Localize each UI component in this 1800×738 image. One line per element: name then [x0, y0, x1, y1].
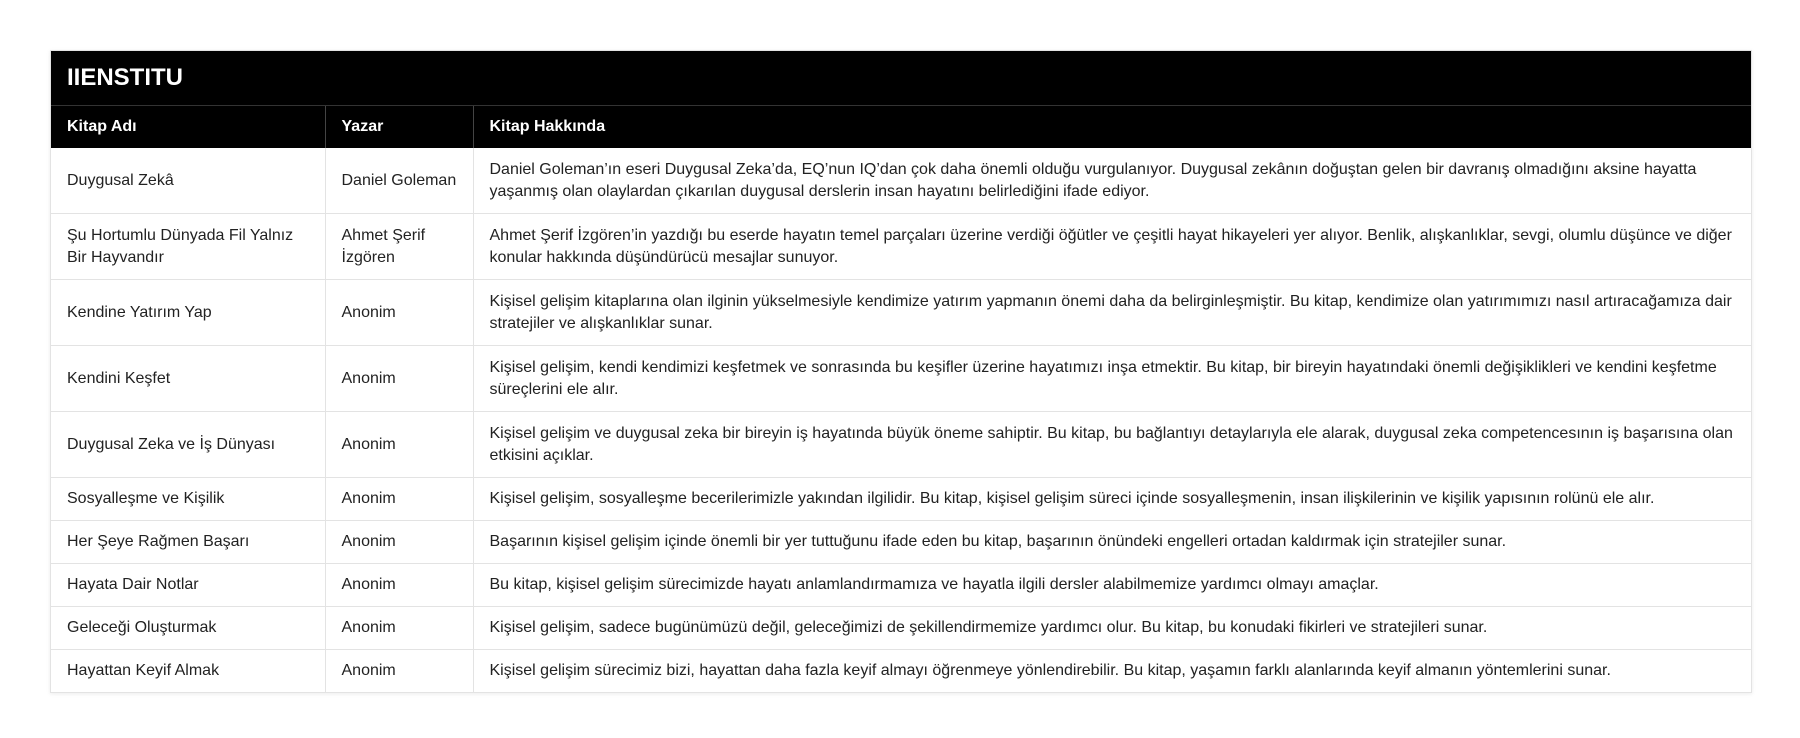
column-header-book: Kitap Adı: [51, 106, 325, 148]
book-table: [51, 106, 1751, 692]
about-cell: Kişisel gelişim sürecimiz bizi, hayattan daha fazla keyif almayı öğrenmeye yönlendirebilir. Bu kitap, yaşamın farklı alanlarında keyif almanın yöntemlerini sunar.: [489, 662, 1611, 679]
author-cell: Ahmet Şerif İzgören: [325, 214, 473, 280]
table-row: [51, 346, 1751, 412]
book-title-cell: Duygusal Zekâ: [51, 148, 325, 214]
about-cell: Kişisel gelişim, kendi kendimizi keşfetmek ve sonrasında bu keşifler üzerine hayatımızı inşa etmektir. Bu kitap, bir bireyin hayatındaki önemli değişiklikleri ve kendini keşfetme süreçlerini ele alır.: [473, 346, 1751, 412]
book-title-cell: Sosyalleşme ve Kişilik: [51, 478, 325, 521]
author-cell: Anonim: [325, 650, 473, 693]
table-header: [51, 106, 1751, 148]
table-row: [51, 214, 1751, 280]
author-cell: Anonim: [325, 346, 473, 412]
author-cell: Anonim: [325, 280, 473, 346]
author-cell: Daniel Goleman: [325, 148, 473, 214]
book-title-cell: Her Şeye Rağmen Başarı: [51, 521, 325, 564]
book-title-cell: Kendine Yatırım Yap: [51, 280, 325, 346]
table-row: [51, 564, 1751, 607]
table-row: [51, 148, 1751, 214]
about-cell: Kişisel gelişim, sadece bugünümüzü değil, geleceğimizi de şekillendirmemize yardımcı olur. Bu kitap, bu konudaki fikirleri ve stratejileri sunar.: [473, 607, 1751, 650]
about-cell: Kişisel gelişim, sosyalleşme becerilerimizle yakından ilgilidir. Bu kitap, kişisel gelişim süreci içinde sosyalleşmenin, insan ilişkilerinin ve kişilik yapısının rolünü ele alır.: [473, 478, 1751, 521]
author-cell: Anonim: [325, 607, 473, 650]
about-cell: Daniel Goleman’ın eseri Duygusal Zeka’da, EQ’nun IQ’dan çok daha önemli olduğu vurgulanıyor. Duygusal zekânın doğuştan gelen bir davranış olmadığını aksine hayatta yaşanmış olan olaylardan çıkarılan duygusal derslerin insan hayatını belirlediğini ifade ediyor.: [473, 148, 1751, 214]
about-cell: Bu kitap, kişisel gelişim sürecimizde hayatı anlamlandırmamıza ve hayatla ilgili dersler alabilmemize yardımcı olmayı amaçlar.: [473, 564, 1751, 607]
book-title-cell: Geleceği Oluşturmak: [51, 607, 325, 650]
author-cell: Anonim: [325, 564, 473, 607]
book-title-cell: Şu Hortumlu Dünyada Fil Yalnız Bir Hayvandır: [51, 214, 325, 280]
about-cell: Kişisel gelişim ve duygusal zeka bir bireyin iş hayatında büyük öneme sahiptir. Bu kitap, bu bağlantıyı detaylarıyla ele alarak, duygusal zeka competencesının iş başarısına olan etkisini açıklar.: [473, 412, 1751, 478]
book-title-cell: Kendini Keşfet: [51, 346, 325, 412]
table-title: IIENSTITU: [51, 51, 1751, 106]
about-cell: Ahmet Şerif İzgören’in yazdığı bu eserde hayatın temel parçaları üzerine verdiği öğütler ve çeşitli hayat hikayeleri yer alıyor. Benlik, alışkanlıklar, sevgi, olumlu düşünce ve diğer konular hakkında düşündürücü mesajlar sunuyor.: [473, 214, 1751, 280]
book-title-cell: Hayattan Keyif Almak: [51, 650, 325, 693]
author-cell: Anonim: [325, 478, 473, 521]
column-header-author: Yazar: [325, 106, 473, 148]
column-header-about: Kitap Hakkında: [473, 106, 1751, 148]
table-row: [51, 650, 1751, 693]
table-row: [51, 412, 1751, 478]
about-cell: Başarının kişisel gelişim içinde önemli bir yer tuttuğunu ifade eden bu kitap, başarının önündeki engelleri ortadan kaldırmak için stratejiler sunar.: [473, 521, 1751, 564]
about-cell: Kişisel gelişim kitaplarına olan ilginin yükselmesiyle kendimize yatırım yapmanın önemi daha da belirginleşmiştir. Bu kitap, kendimize olan yatırımımızı nasıl artıracağamıza dair stratejiler ve alışkanlıklar sunar.: [473, 280, 1751, 346]
book-title-cell: Duygusal Zeka ve İş Dünyası: [51, 412, 325, 478]
header-row: [51, 106, 1751, 148]
table-row: [51, 607, 1751, 650]
author-cell: Anonim: [325, 412, 473, 478]
table-body: [51, 148, 1751, 692]
book-table-card: [50, 50, 1752, 693]
table-row: [51, 280, 1751, 346]
table-row: [51, 478, 1751, 521]
book-title-cell: Hayata Dair Notlar: [51, 564, 325, 607]
table-row: [51, 521, 1751, 564]
author-cell: Anonim: [325, 521, 473, 564]
